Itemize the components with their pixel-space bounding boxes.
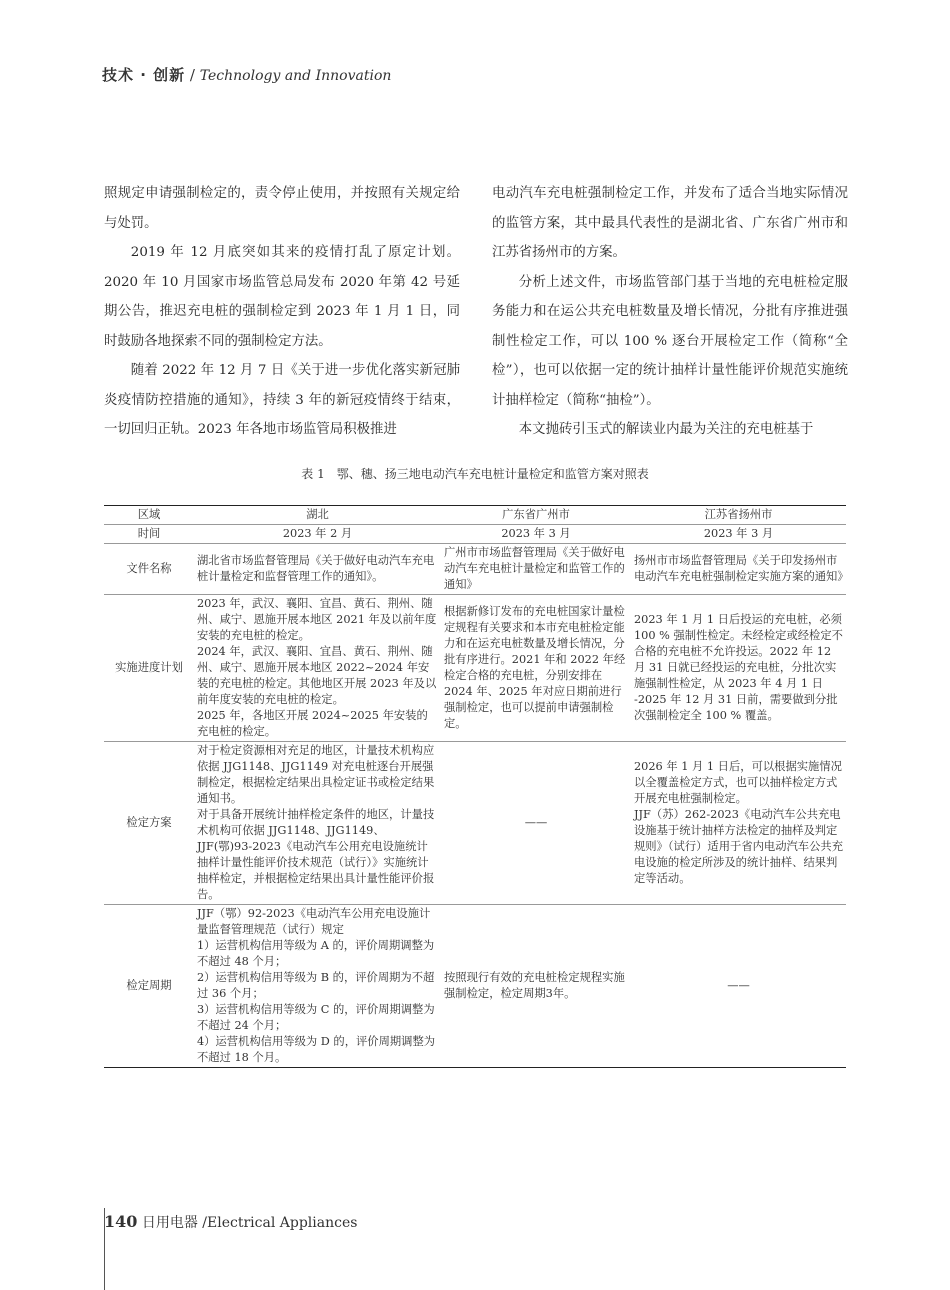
plan-line: 对于检定资源相对充足的地区，计量技术机构应依据 JJG1148、JJG1149 对充电桩逐台开展强制检定，根据检定结果出具检定证书或检定结果通知书。 [197, 744, 435, 805]
row-label: 检定方案 [104, 742, 194, 905]
schedule-line: 2023 年，武汉、襄阳、宜昌、黄石、荆州、随州、咸宁、恩施开展本地区 2021 年及以前年度安装的充电桩的检定。 [197, 597, 437, 642]
row-label: 实施进度计划 [104, 595, 194, 742]
cell-hubei-time: 2023 年 2 月 [194, 525, 441, 544]
page-footer [104, 1212, 357, 1232]
paragraph: 随着 2022 年 12 月 7 日《关于进一步优化落实新冠肺炎疫情防控措施的通知》，持续 3 年的新冠疫情终于结束，一切回归正轨。2023 年各地市场监管局积极推进 [104, 363, 460, 437]
cell-guangzhou-time: 2023 年 3 月 [441, 525, 631, 544]
schedule-line: 2024 年，武汉、襄阳、宜昌、黄石、荆州、随州、咸宁、恩施开展本地区 2022~2024 年安装的充电桩的检定。其他地区开展 2023 年及以前年度安装的充电桩的检定。 [197, 645, 437, 706]
period-line: 1）运营机构信用等级为 A 的，评价周期调整为不超过 48 个月； [197, 939, 435, 968]
period-line: JJF（鄂）92-2023《电动汽车公用充电设施计量监督管理规范（试行）规定 [197, 907, 431, 936]
plan-line: 2026 年 1 月 1 日后，可以根据实施情况以全覆盖检定方式，也可以抽样检定方式开展充电桩强制检定。 [634, 760, 842, 805]
row-label: 检定周期 [104, 905, 194, 1068]
table-header-row [104, 506, 846, 525]
page-number: 140 [104, 1212, 138, 1231]
cell-yangzhou-time: 2023 年 3 月 [631, 525, 846, 544]
header-cell-guangzhou: 广东省广州市 [441, 506, 631, 525]
cell-yangzhou-schedule: 2023 年 1 月 1 日后投运的充电桩，必须 100 % 强制性检定。未经检定或经检定不合格的充电桩不允许投运。2022 年 12 月 31 日就已经投运的充电桩，分批次实施强制性检定，从 2023 年 4 月 1 日 -2025 年 12 月 31 日前，需要做到分批次强制检定全 100 % 覆盖。 [631, 595, 846, 742]
cell-guangzhou-plan: —— [441, 742, 631, 905]
cell-hubei-period [194, 905, 441, 1068]
running-header [102, 64, 391, 85]
cell-hubei-document: 湖北省市场监督管理局《关于做好电动汽车充电桩计量检定和监督管理工作的通知》。 [194, 544, 441, 595]
table-row-schedule [104, 595, 846, 742]
cell-guangzhou-period: 按照现行有效的充电桩检定规程实施强制检定，检定周期3年。 [441, 905, 631, 1068]
cell-yangzhou-document: 扬州市市场监督管理局《关于印发扬州市电动汽车充电桩强制检定实施方案的通知》 [631, 544, 846, 595]
header-cell-region: 区域 [104, 506, 194, 525]
table-row-time [104, 525, 846, 544]
right-column [492, 179, 848, 445]
paragraph: 电动汽车充电桩强制检定工作，并发布了适合当地实际情况的监管方案，其中最具代表性的是湖北省、广东省广州市和江苏省扬州市的方案。 [492, 186, 848, 260]
header-cell-hubei: 湖北 [194, 506, 441, 525]
paragraph: 本文抛砖引玉式的解读业内最为关注的充电桩基于 [518, 422, 814, 437]
cell-yangzhou-period: —— [631, 905, 846, 1068]
period-line: 4）运营机构信用等级为 D 的，评价周期调整为不超过 18 个月。 [197, 1035, 436, 1064]
paragraph: 分析上述文件，市场监管部门基于当地的充电桩检定服务能力和在运公共充电桩数量及增长情况，分批有序推进强制性检定工作，可以 100 % 逐台开展检定工作（简称“全检”），也可以依据一定的统计抽样计量性能评价规范实施统计抽样检定（简称“抽检”）。 [492, 274, 848, 408]
header-separator: / [185, 66, 200, 84]
paragraph: 2019 年 12 月底突如其来的疫情打乱了原定计划。2020 年 10 月国家市场监管总局发布 2020 年第 42 号延期公告，推迟充电桩的强制检定到 2023 年 1 月 1 日，同时鼓励各地探索不同的强制检定方法。 [104, 245, 460, 349]
table-caption: 表 1 鄂、穗、扬三地电动汽车充电桩计量检定和监管方案对照表 [301, 467, 649, 481]
plan-line: 对于具备开展统计抽样检定条件的地区，计量技术机构可依据 JJG1148、JJG1149、JJF(鄂)93-2023《电动汽车公用充电设施统计抽样计量性能评价技术规范（试行）》实施统计抽样检定，并根据检定结果出具计量性能评价报告。 [197, 808, 435, 901]
table-row-period [104, 905, 846, 1068]
header-title-cn: 技术 · 创新 [102, 66, 186, 84]
comparison-table [104, 505, 849, 1068]
cell-hubei-plan [194, 742, 441, 905]
cell-guangzhou-document: 广州市市场监督管理局《关于做好电动汽车充电桩计量检定和监管工作的通知》 [441, 544, 631, 595]
period-line: 3）运营机构信用等级为 C 的，评价周期调整为不超过 24 个月； [197, 1003, 435, 1032]
header-cell-yangzhou: 江苏省扬州市 [631, 506, 846, 525]
journal-name: 日用电器 /Electrical Appliances [137, 1215, 358, 1231]
period-line: 2）运营机构信用等级为 B 的，评价周期为不超过 36 个月； [197, 971, 435, 1000]
table-row-plan [104, 742, 846, 905]
row-label: 文件名称 [104, 544, 194, 595]
header-title-en: Technology and Innovation [199, 68, 392, 84]
schedule-line: 2025 年，各地区开展 2024~2025 年安装的充电桩的检定。 [197, 709, 428, 738]
table-row-document [104, 544, 846, 595]
plan-line: JJF（苏）262-2023《电动汽车公共充电设施基于统计抽样方法检定的抽样及判定规则》（试行）适用于省内电动汽车公共充电设施的检定所涉及的统计抽样、结果判定等活动。 [634, 808, 843, 885]
paragraph: 照规定申请强制检定的，责令停止使用，并按照有关规定给与处罚。 [104, 186, 460, 231]
cell-hubei-schedule [194, 595, 441, 742]
cell-guangzhou-schedule: 根据新修订发布的充电桩国家计量检定规程有关要求和本市充电桩检定能力和在运充电桩数量及增长情况，分批有序进行。2021 年和 2022 年经检定合格的充电桩，分别安排在 2024 年、2025 年对应日期前进行强制检定，也可以提前申请强制检定。 [441, 595, 631, 742]
row-label: 时间 [104, 525, 194, 544]
left-column [104, 179, 460, 445]
cell-yangzhou-plan [631, 742, 846, 905]
